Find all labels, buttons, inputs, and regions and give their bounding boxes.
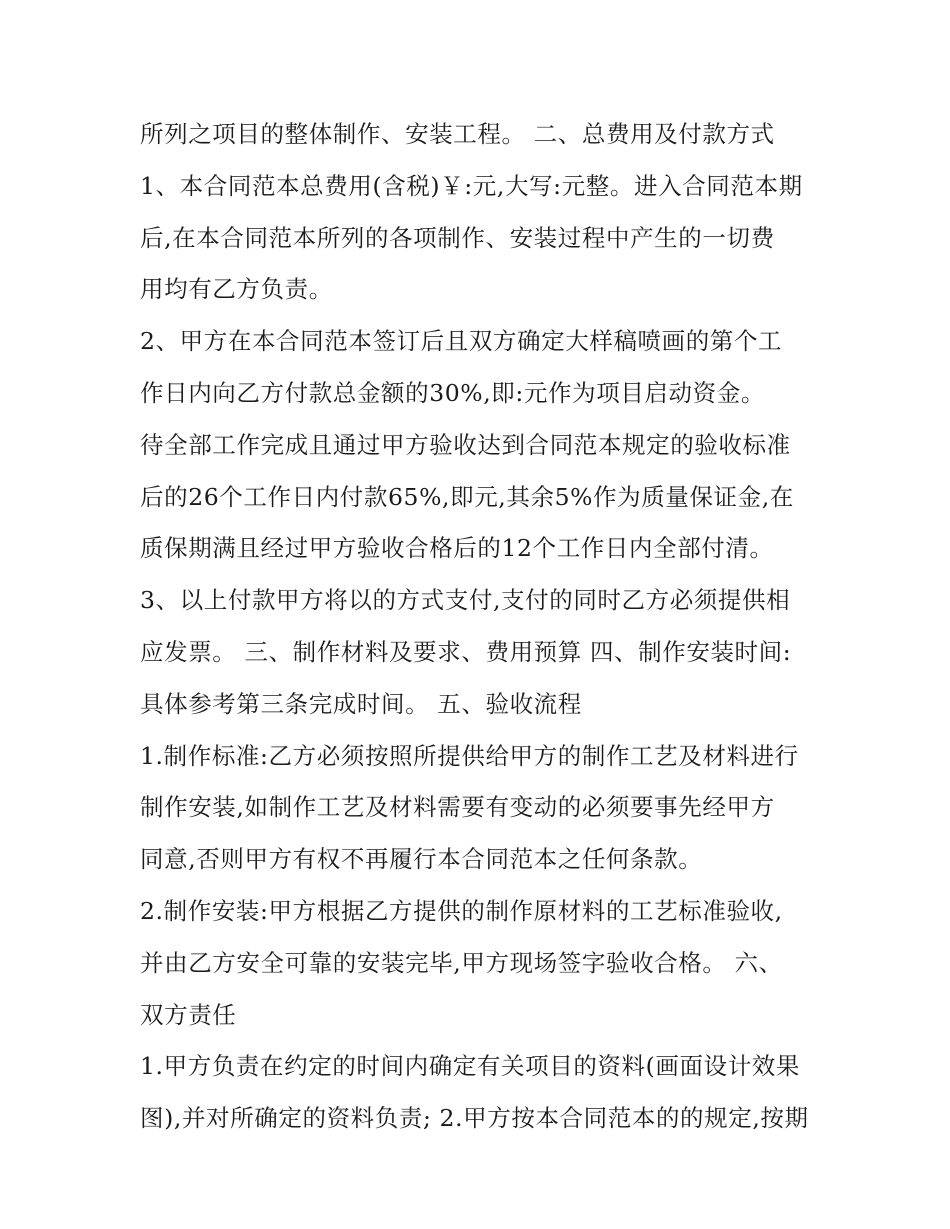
text-line-11: 应发票。 三、制作材料及要求、费用预算 四、制作安装时间:: [140, 637, 792, 666]
text-line-20: 图),并对所确定的资料负责; 2.甲方按本合同范本的的规定,按期: [140, 1104, 809, 1133]
text-line-4: 用均有乙方负责。: [140, 275, 333, 304]
text-line-2: 1、本合同范本总费用(含税)￥:元,大写:元整。进入合同范本期: [140, 171, 803, 200]
text-line-3: 后,在本合同范本所列的各项制作、安装过程中产生的一切费: [140, 223, 775, 252]
text-line-13: 1.制作标准:乙方必须按照所提供给甲方的制作工艺及材料进行: [140, 741, 799, 770]
text-line-7: 待全部工作完成且通过甲方验收达到合同范本规定的验收标准: [140, 430, 791, 459]
contract-text: [140, 109, 820, 1145]
text-line-6: 作日内向乙方付款总金额的30%,即:元作为项目启动资金。: [140, 378, 765, 407]
text-line-5: 2、甲方在本合同范本签订后且双方确定大样稿喷画的第个工: [140, 327, 783, 356]
text-line-14: 制作安装,如制作工艺及材料需要有变动的必须要事先经甲方: [140, 793, 775, 822]
text-line-19: 1.甲方负责在约定的时间内确定有关项目的资料(画面设计效果: [140, 1052, 800, 1081]
text-line-12: 具体参考第三条完成时间。 五、验收流程: [140, 689, 582, 718]
text-line-8: 后的26个工作日内付款65%,即元,其余5%作为质量保证金,在: [140, 482, 794, 511]
text-line-16: 2.制作安装:甲方根据乙方提供的制作原材料的工艺标准验收,: [140, 896, 783, 925]
text-line-10: 3、以上付款甲方将以的方式支付,支付的同时乙方必须提供相: [140, 586, 791, 615]
text-line-18: 双方责任: [140, 1000, 237, 1029]
text-line-9: 质保期满且经过甲方验收合格后的12个工作日内全部付清。: [140, 534, 774, 563]
text-line-1: 所列之项目的整体制作、安装工程。 二、总费用及付款方式: [140, 120, 775, 148]
text-line-17: 并由乙方安全可靠的安装完毕,甲方现场签字验收合格。 六、: [140, 948, 783, 977]
text-line-15: 同意,否则甲方有权不再履行本合同范本之任何条款。: [140, 845, 703, 874]
